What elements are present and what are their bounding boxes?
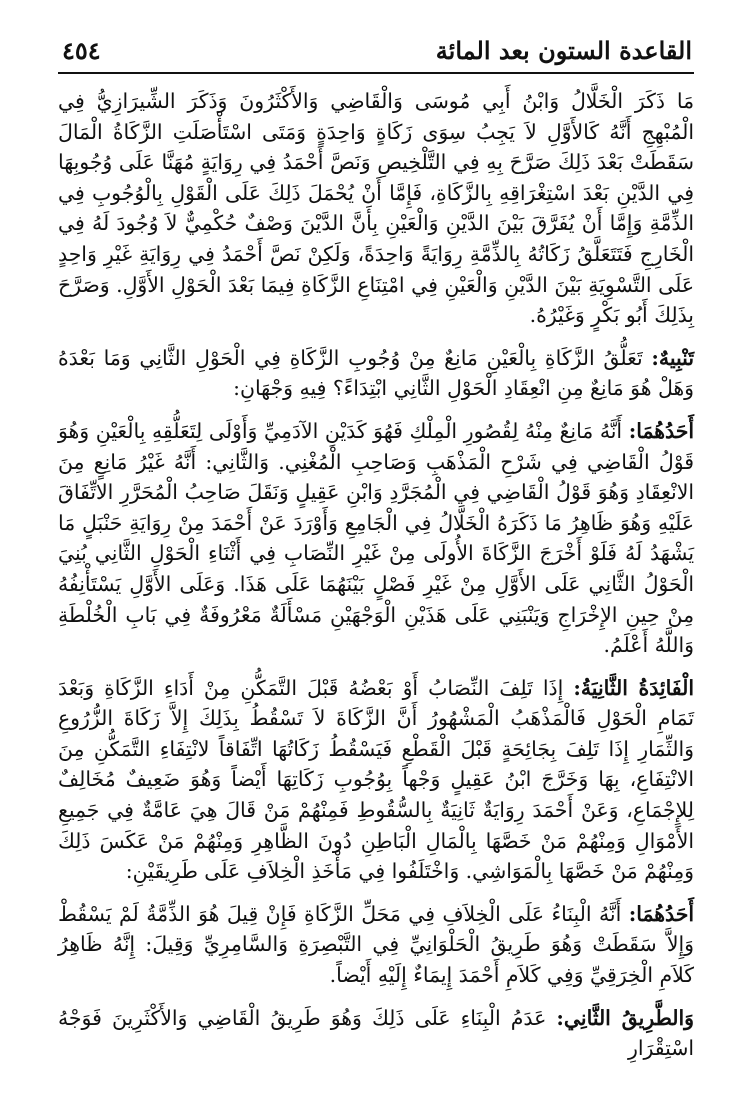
paragraph-text: تَعَلُّقُ الزَّكَاةِ بِالْعَيْنِ مَانِعٌ مِنْ وُجُوبِ الزَّكَاةِ فِي الْحَوْلِ الثَّانِي وَمَا بَعْدَهُ وَهَلْ هُوَ مَانِعٌ مِنِ انْعِقَادِ الْحَوْلِ الثَّانِي ابْتِدَاءً؟ فِيهِ وَجْهَانِ: [58, 345, 694, 401]
paragraph-1 [58, 86, 694, 331]
paragraph-lead: أَحَدُهُمَا: [628, 418, 694, 443]
paragraph-2 [58, 343, 694, 404]
paragraph-4 [58, 673, 694, 887]
page-body [58, 86, 694, 1064]
paragraph-lead: أَحَدُهُمَا: [628, 901, 694, 926]
paragraph-3 [58, 416, 694, 661]
page-number: ٤٥٤ [62, 36, 101, 65]
paragraph-text: أَنَّهُ الْبِنَاءُ عَلَى الْخِلاَفِ فِي مَحَلِّ الزَّكَاةِ فَإِنْ قِيلَ هُوَ الذِّمَّةُ لَمْ يَسْقُطْ وَإِلاَّ سَقَطَتْ وَهُوَ طَرِيقُ الْحَلْوَانِيِّ فِي التَّبْصِرَةِ وَالسَّامِرِيِّ وَقِيلَ: إِنَّهُ ظَاهِرُ كَلاَمِ الْخِرَقِيِّ وَفِي كَلاَمِ أَحْمَدَ إِيمَاءٌ إِلَيْهِ أَيْضاً. [58, 901, 694, 988]
page-header [62, 32, 692, 68]
paragraph-lead: وَالطَّرِيقُ الثَّانِي: [556, 1005, 694, 1030]
paragraph-text: أَنَّهُ مَانِعٌ مِنْهُ لِقُصُورِ الْمِلْكِ فَهُوَ كَدَيْنِ الآدَمِيِّ وَأَوْلَى لِتَعَلُّقِهِ بِالْعَيْنِ وَهُوَ قَوْلُ الْقَاضِي فِي شَرْحِ الْمَذْهَبِ وَصَاحِبِ الْمُغْنِي. وَالثَّانِي: أَنَّهُ غَيْرُ مَانِعٍ مِنَ الانْعِقَادِ وَهُوَ قَوْلُ الْقَاضِي فِي الْمُجَرَّدِ وَابْنِ عَقِيلٍ وَنَقَلَ صَاحِبُ الْمُحَرَّرِ الاتِّفَاقَ عَلَيْهِ وَهُوَ ظَاهِرُ مَا ذَكَرَهُ الْخَلَّالُ فِي الْجَامِعِ وَأَوْرَدَ عَنْ أَحْمَدَ مِنْ رِوَايَةِ حَنْبَلٍ مَا يَشْهَدُ لَهُ فَلَوْ أَخْرَجَ الزَّكَاةَ الأُولَى مِنْ غَيْرِ النِّصَابِ فِي أَثْنَاءِ الْحَوْلِ الثَّانِي بُنِيَ الْحَوْلُ الثَّانِي عَلَى الأَوَّلِ مِنْ غَيْرِ فَصْلٍ بَيْنَهُمَا عَلَى هَذَا. وَعَلَى الأَوَّلِ يَسْتَأْنِفُهُ مِنْ حِينِ الإِخْرَاجِ وَيَنْبَنِي عَلَى هَذَيْنِ الْوَجْهَيْنِ مَسْأَلَةٌ مَعْرُوفَةٌ فِي بَابِ الْخُلْطَةِ وَاللَّهُ أَعْلَمُ. [58, 418, 694, 658]
paragraph-text: مَا ذَكَرَ الْخَلَّالُ وَابْنُ أَبِي مُوسَى وَالْقَاضِي وَالأَكْثَرُونَ وَذَكَرَ الشِّيرَازِيُّ فِي الْمُبْهِجِ أَنَّهُ كَالأَوَّلِ لاَ يَجِبُ سِوَى زَكَاةٍ وَاحِدَةٍ وَمَتَى اسْتَأْصَلَتِ الزَّكَاةُ الْمَالَ سَقَطَتْ بَعْدَ ذَلِكَ صَرَّحَ بِهِ فِي التَّلْخِيصِ وَنَصَّ أَحْمَدُ فِي رِوَايَةٍ مُهَنَّا عَلَى وُجُوبِهَا فِي الدَّيْنِ بَعْدَ اسْتِغْرَاقِهِ بِالزَّكَاةِ، فَإِمَّا أَنْ يُحْمَلَ ذَلِكَ عَلَى الْقَوْلِ بِالْوُجُوبِ فِي الذِّمَّةِ وَإِمَّا أَنْ يُفَرَّقَ بَيْنَ الدَّيْنِ وَالْعَيْنِ بِأَنَّ الدَّيْنَ وَصْفٌ حُكْمِيٌّ لاَ وُجُودَ لَهُ فِي الْخَارِجِ فَتَتَعَلَّقُ زَكَاتُهُ بِالذِّمَّةِ رِوَايَةً وَاحِدَةً، وَلَكِنْ نَصَّ أَحْمَدُ فِي رِوَايَةِ غَيْرِ وَاحِدٍ عَلَى التَّسْوِيَةِ بَيْنَ الدَّيْنِ وَالْعَيْنِ فِي امْتِنَاعِ الزَّكَاةِ فِيمَا بَعْدَ الْحَوْلِ الأَوَّلِ. وَصَرَّحَ بِذَلِكَ أَبُو بَكْرٍ وَغَيْرُهُ. [58, 89, 694, 328]
running-title: القاعدة الستون بعد المائة [435, 36, 692, 65]
paragraph-text: إِذَا تَلِفَ النِّصَابُ أَوْ بَعْضُهُ قَبْلَ التَّمَكُّنِ مِنْ أَدَاءِ الزَّكَاةِ وَبَعْدَ تَمَامِ الْحَوْلِ فَالْمَذْهَبُ الْمَشْهُورُ أَنَّ الزَّكَاةَ لاَ تَسْقُطُ بِذَلِكَ إِلاَّ زَكَاةَ الزُّرُوعِ وَالثِّمَارِ إِذَا تَلِفَ بِجَائِحَةٍ قَبْلَ الْقَطْعِ فَيَسْقُطُ زَكَاتُهَا اتِّفَاقاً لانْتِفَاءِ التَّمَكُّنِ مِنَ الانْتِفَاعِ، بِهَا وَخَرَّجَ ابْنُ عَقِيلٍ وَجْهاً بِوُجُوبِ زَكَاتِهَا أَيْضاً وَهُوَ ضَعِيفٌ مُخَالِفٌ لِلإِجْمَاعِ، وَعَنْ أَحْمَدَ رِوَايَةٌ ثَانِيَةٌ بِالسُّقُوطِ فَمِنْهُمْ مَنْ قَالَ هِيَ عَامَّةٌ فِي جَمِيعِ الأَمْوَالِ وَمِنْهُمْ مَنْ خَصَّهَا بِالْمَالِ الْبَاطِنِ دُونَ الظَّاهِرِ وَمِنْهُمْ مَنْ عَكَسَ ذَلِكَ وَمِنْهُمْ مَنْ خَصَّهَا بِالْمَوَاشِي. وَاخْتَلَفُوا فِي مَأْخَذِ الْخِلاَفِ عَلَى طَرِيقَيْنِ: [58, 675, 694, 884]
paragraph-lead: تَنْبِيهٌ: [651, 345, 694, 370]
paragraph-text: عَدَمُ الْبِنَاءِ عَلَى ذَلِكَ وَهُوَ طَرِيقُ الْقَاضِي وَالأَكْثَرِينَ فَوَجْهُ اسْتِقْرَارِ [58, 1005, 694, 1061]
header-divider [58, 72, 694, 74]
paragraph-6 [58, 1003, 694, 1064]
paragraph-5 [58, 899, 694, 991]
paragraph-lead: الْفَائِدَةُ الثَّانِيَةُ: [573, 675, 694, 700]
